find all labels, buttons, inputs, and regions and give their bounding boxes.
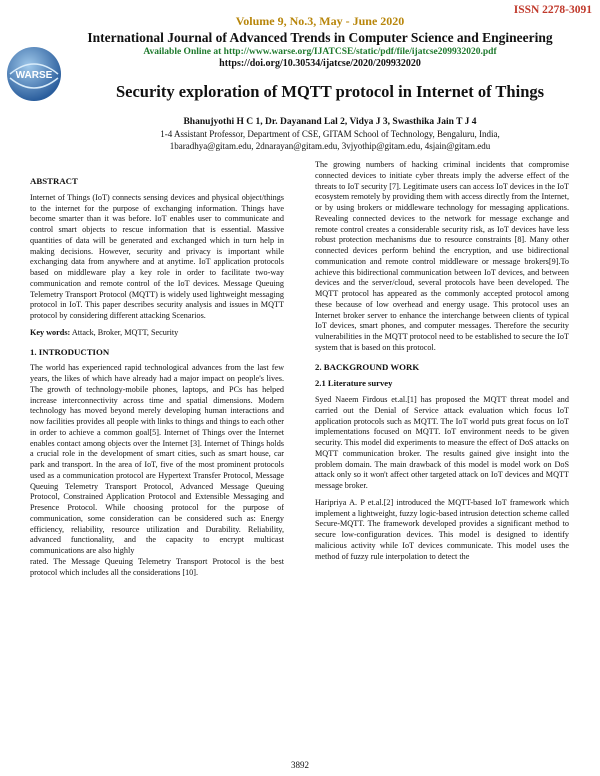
right-paragraph-1: The growing numbers of hacking criminal incidents that compromise connected devices to initiate cyber threats imply the adverse effect of the threats to IoT security [7]. Legitimate users can access IoT devices in the IoT ecosystem remotely by providing them with access directly from the Internet, or by using brokers or middleware technology for messaging applications. Revealing connected devices to the network for message exchange and remote control creates a considerable security risk, as IoT devices have less robust protection mechanisms due to resource constraints [8]. Many other connected devices perform behind the encryption, and use bidirectional communication and remote control middleware or message brokers[9].To achieve this bidirectional communication between IoT devices, and between devices and the server/cloud, several protocols have been developed. The MQTT protocol has appeared as the commonly accepted protocol among these because of low overhead and energy usage. This protocol uses an Internet broker server to enhance the interchange between clients of typical IoT devices, smart phones, and computer messages. Therefore the security vulnerabilities in the MQTT protocol need to be established to secure the IoT system that is based on this protocol. — [315, 160, 569, 352]
right-paragraph-3: Haripriya A. P et.al.[2] introduced the MQTT-based IoT framework which implement a lightweight, fuzzy logic-based intrusion detection scheme called Secure-MQTT. The framework developed provides a significant method to secure low-configuration devices. This model is designed to identify malicious activity while IoT devices communicate. This model uses the method of fuzzy rule interpolation to detect the — [315, 497, 569, 561]
paper-title: Security exploration of MQTT protocol in Internet of Things — [115, 82, 545, 101]
doi-link[interactable]: https://doi.org/10.30534/ijatcse/2020/209932020 — [219, 58, 421, 69]
page-number: 3892 — [291, 760, 309, 770]
left-column — [30, 168, 284, 584]
keywords-label: Key words: — [30, 327, 71, 337]
author-names: Bhanujyothi H C 1, Dr. Dayanand Lal 2, Vidya J 3, Swasthika Jain T J 4 — [183, 117, 477, 127]
warse-logo — [4, 44, 64, 104]
author-block — [60, 116, 600, 152]
abstract-text: Internet of Things (IoT) connects sensing devices and physical object/things to the internet for the purpose of exchanging information. Things have become smarter than it was before. IoT enables user to communicate and control smart objects to rescue information that is essential. Massive quantities of data will be generated and exchanged which in turn help in making decisions. However, security and privacy is important while exchanging data from anywhere and at anytime. IoT application protocols based on middleware play a key role in order to facilitate two-way communication and remote control of the IoT devices. Message Queuing Telemetry Transport Protocol (MQTT) is widely used lightweight messaging protocol in IoT. This paper describes security analysis and issues in MQTT protocol by considering different attacking Scenarios. — [30, 192, 284, 320]
intro-paragraph-1: The world has experienced rapid technological advances from the last few years, the likes of which have already had a major impact on people's lives. The growth of technology-mobile phones, laptops, and PCs has helped increase interconnectivity across time and spatial dimensions. Modern technology has moved beyond merely developing human interactions and now facilities provides all people with links to things and things to each other in order to achieve a common goal[5]. Internet of Things over the Internet enables contact among objects over the Internet [3]. Internet of Things holds a crucial role in the development of smart cities, such as smart house, car park and transport. In the area of IoT, five of the most prominent protocols used as a communication protocol are Hypertext Transfer Protocol, Message Queuing Telemetry Transport Protocol, Advanced Message Queuing Protocol, Constrained Application Protocol and Extensible Messaging and Presence Protocol. While choosing protocol for the purpose of communication, some consideration can be considered such as: Energy efficiency, reliability, resource utilization and Durability. Reliability, advanced functionality, and the capacity to encrypt multicast communications are also highly — [30, 363, 284, 555]
background-heading: 2. BACKGROUND WORK — [315, 361, 420, 372]
introduction-heading: 1. INTRODUCTION — [30, 346, 110, 357]
issn-label: ISSN 2278-3091 — [513, 4, 592, 16]
intro-paragraph-2: rated. The Message Queuing Telemetry Transport Protocol is the best protocol which includes all the considerations [10]. — [30, 556, 284, 577]
volume-line: Volume 9, No.3, May - June 2020 — [235, 14, 405, 28]
right-column — [315, 160, 569, 568]
author-emails: 1baradhya@gitam.edu, 2dnarayan@gitam.edu, 3vjyothip@gitam.edu, 4sjain@gitam.edu — [169, 141, 491, 151]
keywords-list: Attack, Broker, MQTT, Security — [71, 327, 179, 337]
right-paragraph-2: Syed Naeem Firdous et.al.[1] has proposed the MQTT threat model and carried out the Denial of Service attack evaluation which focus IoT application protocols such as MQTT. The IoT world puts great focus on IoT implementations focused on MQTT. IoT environment needs to be given security. This model did experiments to measure the effect of DoS attacks on MQTT communication broker. The results gained give insight into the problem domain. The main drawback of this model is model work on DoS attack only so it won't affect other targeted attack on IoT devices and MQTT message broker. — [315, 395, 569, 490]
literature-survey-heading: 2.1 Literature survey — [315, 378, 393, 389]
abstract-heading: ABSTRACT — [30, 176, 78, 186]
online-link[interactable]: Available Online at http://www.warse.org/IJATCSE/static/pdf/file/ijatcse209932020.pdf — [143, 47, 497, 57]
journal-masthead — [60, 14, 580, 69]
keywords — [30, 328, 284, 339]
journal-name: International Journal of Advanced Trends in Computer Science and Engineering — [87, 30, 553, 45]
logo-text: WARSE — [15, 70, 53, 81]
affiliation: 1-4 Assistant Professor, Department of CSE, GITAM School of Technology, Bengaluru, India, — [160, 129, 500, 139]
